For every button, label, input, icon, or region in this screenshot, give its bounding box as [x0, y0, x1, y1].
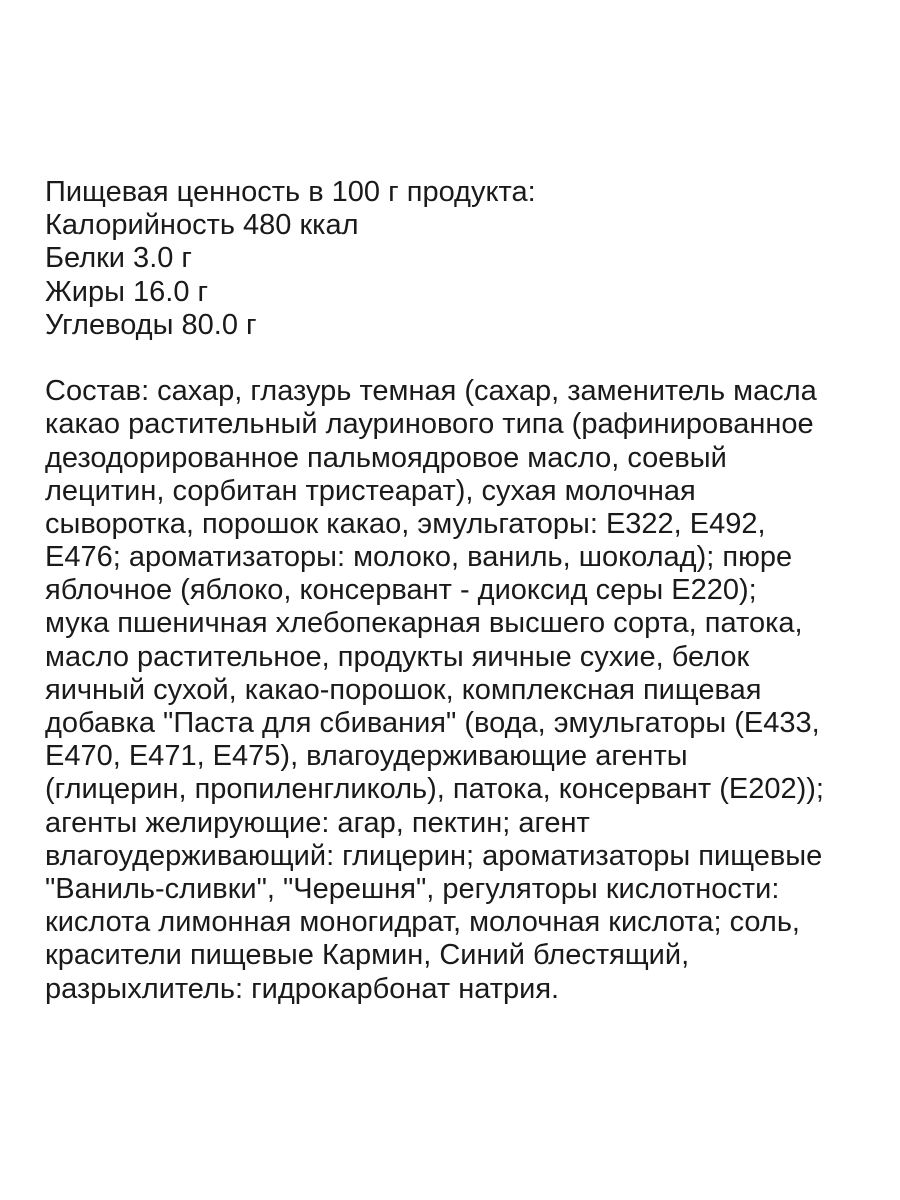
composition-line: разрыхлитель: гидрокарбонат натрия.: [45, 972, 560, 1005]
product-label-text: [45, 176, 865, 1006]
composition-line: Е476; ароматизаторы: молоко, ваниль, шоколад); пюре: [45, 541, 793, 574]
composition-line: какао растительный лауринового типа (рафинированное: [45, 408, 814, 441]
composition-line: Е470, Е471, Е475), влагоудерживающие агенты: [45, 740, 688, 773]
nutrition-protein: Белки 3.0 г: [45, 242, 193, 275]
composition-line: Состав: сахар, глазурь темная (сахар, заменитель масла: [45, 375, 817, 408]
composition-line: влагоудерживающий: глицерин; ароматизаторы пищевые: [45, 839, 823, 872]
composition-line: масло растительное, продукты яичные сухие, белок: [45, 640, 750, 673]
section-spacer: [45, 342, 865, 375]
composition-line: кислота лимонная моногидрат, молочная кислота; соль,: [45, 906, 800, 939]
nutrition-calories: Калорийность 480 ккал: [45, 209, 359, 242]
composition-line: агенты желирующие: агар, пектин; агент: [45, 806, 590, 839]
composition-line: (глицерин, пропиленгликоль), патока, консервант (Е202));: [45, 773, 824, 806]
composition-line: мука пшеничная хлебопекарная высшего сорта, патока,: [45, 607, 803, 640]
composition-line: "Ваниль-сливки", "Черешня", регуляторы кислотности:: [45, 872, 780, 905]
nutrition-carbs: Углеводы 80.0 г: [45, 308, 257, 341]
composition-line: яблочное (яблоко, консервант - диоксид серы Е220);: [45, 574, 757, 607]
nutrition-fat: Жиры 16.0 г: [45, 275, 209, 308]
composition-line: сыворотка, порошок какао, эмульгаторы: Е322, Е492,: [45, 507, 766, 540]
composition-line: дезодорированное пальмоядровое масло, соевый: [45, 441, 727, 474]
nutrition-heading: Пищевая ценность в 100 г продукта:: [45, 176, 536, 208]
composition-line: добавка "Паста для сбивания" (вода, эмульгаторы (Е433,: [45, 707, 820, 739]
composition-line: яичный сухой, какао-порошок, комплексная пищевая: [45, 673, 762, 706]
composition-line: лецитин, сорбитан тристеарат), сухая молочная: [45, 474, 696, 507]
composition-block: [45, 375, 865, 1006]
composition-line: красители пищевые Кармин, Синий блестящий,: [45, 939, 690, 972]
